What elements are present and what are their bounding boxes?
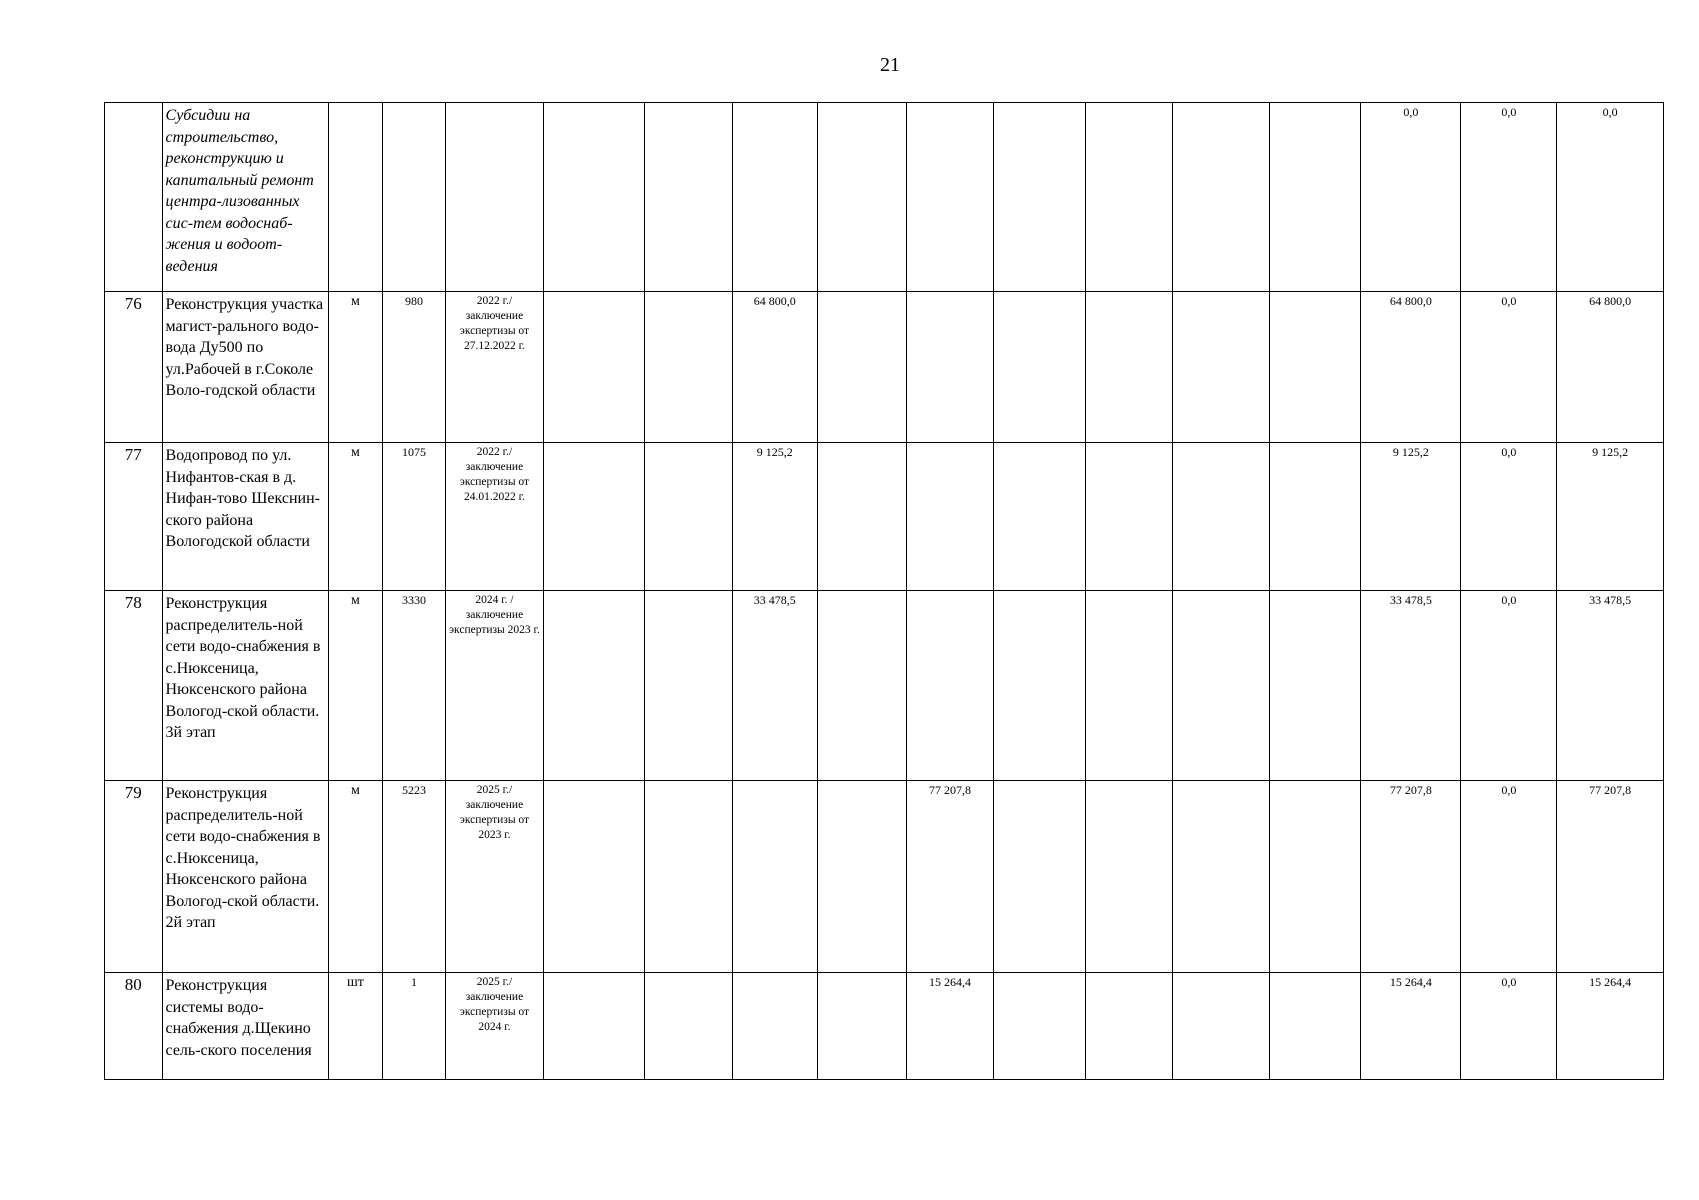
empty-cell: [645, 443, 732, 591]
federal-cell: 0,0: [1461, 103, 1557, 292]
regional-cell: 33 478,5: [1557, 591, 1664, 781]
regional-cell: 9 125,2: [1557, 443, 1664, 591]
empty-cell: [645, 292, 732, 443]
period-cell: 2025 г./ заключение экспертизы от 2023 г.: [445, 781, 543, 973]
quantity-cell: 980: [383, 292, 446, 443]
page-number: 21: [880, 54, 900, 76]
empty-cell: [544, 781, 645, 973]
unit-cell: м: [328, 781, 382, 973]
unit-cell: [328, 103, 382, 292]
federal-cell: 0,0: [1461, 591, 1557, 781]
federal-cell: 0,0: [1461, 781, 1557, 973]
quantity-cell: 1: [383, 973, 446, 1080]
funding-cell: [732, 103, 817, 292]
regional-cell: 15 264,4: [1557, 973, 1664, 1080]
period-cell: 2025 г./ заключение экспертизы от 2024 г.: [445, 973, 543, 1080]
quantity-cell: [383, 103, 446, 292]
empty-cell: [1086, 443, 1172, 591]
empty-cell: [1269, 591, 1361, 781]
funding-cell: [907, 443, 993, 591]
empty-cell: [1172, 103, 1269, 292]
total-cell: 15 264,4: [1361, 973, 1461, 1080]
empty-cell: [817, 973, 907, 1080]
empty-cell: [1269, 781, 1361, 973]
row-number: 79: [105, 781, 163, 973]
regional-cell: 0,0: [1557, 103, 1664, 292]
empty-cell: [544, 443, 645, 591]
empty-cell: [1269, 103, 1361, 292]
table-row: [105, 292, 1664, 443]
empty-cell: [817, 781, 907, 973]
row-number: [105, 103, 163, 292]
object-name: Реконструкция системы водо-снабжения д.Щекино сель-ского поселения: [162, 973, 328, 1080]
unit-cell: м: [328, 591, 382, 781]
table-row: [105, 973, 1664, 1080]
table-row: [105, 591, 1664, 781]
quantity-cell: 3330: [383, 591, 446, 781]
federal-cell: 0,0: [1461, 443, 1557, 591]
object-name: Реконструкция распределитель-ной сети водо-снабжения в с.Нюксеница, Нюксенского района Вологод-ской области. 3й этап: [162, 591, 328, 781]
empty-cell: [817, 591, 907, 781]
empty-cell: [645, 973, 732, 1080]
empty-cell: [1086, 973, 1172, 1080]
empty-cell: [993, 591, 1086, 781]
row-number: 80: [105, 973, 163, 1080]
funding-cell: 64 800,0: [732, 292, 817, 443]
total-cell: 77 207,8: [1361, 781, 1461, 973]
total-cell: 0,0: [1361, 103, 1461, 292]
table-row: [105, 103, 1664, 292]
row-number: 78: [105, 591, 163, 781]
unit-cell: шт: [328, 973, 382, 1080]
funding-cell: 9 125,2: [732, 443, 817, 591]
empty-cell: [1172, 292, 1269, 443]
federal-cell: 0,0: [1461, 973, 1557, 1080]
empty-cell: [645, 591, 732, 781]
period-cell: [445, 103, 543, 292]
empty-cell: [993, 781, 1086, 973]
row-number: 76: [105, 292, 163, 443]
object-name: Реконструкция распределитель-ной сети водо-снабжения в с.Нюксеница, Нюксенского района Вологод-ской области. 2й этап: [162, 781, 328, 973]
empty-cell: [993, 973, 1086, 1080]
empty-cell: [1086, 781, 1172, 973]
table-row: [105, 781, 1664, 973]
regional-cell: 77 207,8: [1557, 781, 1664, 973]
empty-cell: [1269, 973, 1361, 1080]
empty-cell: [1172, 781, 1269, 973]
empty-cell: [645, 781, 732, 973]
empty-cell: [993, 103, 1086, 292]
funding-cell: 77 207,8: [907, 781, 993, 973]
empty-cell: [1172, 443, 1269, 591]
empty-cell: [993, 292, 1086, 443]
quantity-cell: 1075: [383, 443, 446, 591]
empty-cell: [1172, 591, 1269, 781]
object-name: Реконструкция участка магист-рального водо-вода Ду500 по ул.Рабочей в г.Соколе Воло-годской области: [162, 292, 328, 443]
funding-cell: [907, 591, 993, 781]
period-cell: 2022 г./ заключение экспертизы от 27.12.2022 г.: [445, 292, 543, 443]
empty-cell: [1269, 443, 1361, 591]
unit-cell: м: [328, 292, 382, 443]
empty-cell: [817, 103, 907, 292]
total-cell: 9 125,2: [1361, 443, 1461, 591]
table-row: [105, 443, 1664, 591]
empty-cell: [645, 103, 732, 292]
empty-cell: [544, 591, 645, 781]
period-cell: 2022 г./ заключение экспертизы от 24.01.2022 г.: [445, 443, 543, 591]
empty-cell: [1172, 973, 1269, 1080]
total-cell: 64 800,0: [1361, 292, 1461, 443]
object-name: Субсидии на строительство, реконструкцию и капитальный ремонт центра-лизованных сис-тем водоснаб-жения и водоот-ведения: [162, 103, 328, 292]
funding-cell: 33 478,5: [732, 591, 817, 781]
empty-cell: [1086, 591, 1172, 781]
funding-cell: 15 264,4: [907, 973, 993, 1080]
period-cell: 2024 г. / заключение экспертизы 2023 г.: [445, 591, 543, 781]
empty-cell: [544, 292, 645, 443]
federal-cell: 0,0: [1461, 292, 1557, 443]
investment-table: [104, 102, 1664, 1080]
empty-cell: [817, 443, 907, 591]
empty-cell: [544, 973, 645, 1080]
empty-cell: [1269, 292, 1361, 443]
funding-cell: [907, 292, 993, 443]
empty-cell: [544, 103, 645, 292]
funding-cell: [732, 973, 817, 1080]
funding-cell: [732, 781, 817, 973]
funding-cell: [907, 103, 993, 292]
empty-cell: [817, 292, 907, 443]
regional-cell: 64 800,0: [1557, 292, 1664, 443]
empty-cell: [1086, 292, 1172, 443]
empty-cell: [993, 443, 1086, 591]
unit-cell: м: [328, 443, 382, 591]
row-number: 77: [105, 443, 163, 591]
quantity-cell: 5223: [383, 781, 446, 973]
object-name: Водопровод по ул. Нифантов-ская в д. Нифан-тово Шекснин-ского района Вологодской области: [162, 443, 328, 591]
empty-cell: [1086, 103, 1172, 292]
total-cell: 33 478,5: [1361, 591, 1461, 781]
